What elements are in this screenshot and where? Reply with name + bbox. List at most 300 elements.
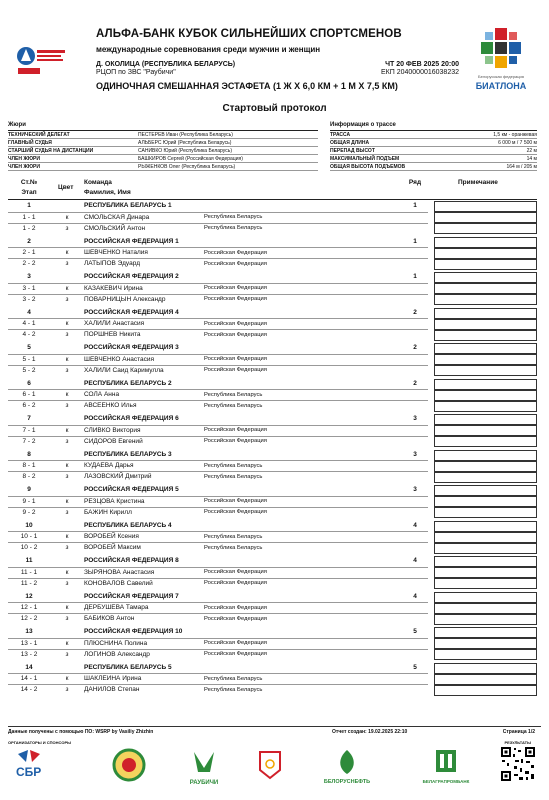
jury-role: СТАРШИЙ СУДЬЯ НА ДИСТАНЦИИ xyxy=(8,148,94,154)
athlete-color: к xyxy=(65,249,69,256)
athlete-name: БАБИКОВ Антон xyxy=(84,615,135,622)
row-divider xyxy=(8,649,428,650)
note-box[interactable] xyxy=(434,201,537,212)
athlete-color: з xyxy=(65,402,69,409)
col-note-header: Примечание xyxy=(458,179,498,186)
note-box[interactable] xyxy=(434,450,537,461)
track-label: ПЕРЕПАД ВЫСОТ xyxy=(330,148,375,154)
athlete-name: КОНОВАЛОВ Савелий xyxy=(84,579,153,587)
row-divider xyxy=(8,673,428,674)
athlete-color: з xyxy=(65,650,69,658)
note-box[interactable] xyxy=(434,543,537,554)
note-box[interactable] xyxy=(434,294,537,305)
athlete-name: ДЕРБУШЕВА Тамара xyxy=(84,604,149,611)
note-box[interactable] xyxy=(434,461,537,472)
team-block xyxy=(0,522,549,558)
athlete-color: к xyxy=(65,604,69,611)
location: Д. ОКОЛИЦА (РЕСПУБЛИКА БЕЛАРУСЬ) xyxy=(96,61,236,68)
row-divider xyxy=(8,567,428,568)
athlete-nation: Республика Беларусь xyxy=(204,225,263,231)
athlete-stage: 14 - 1 xyxy=(20,675,38,682)
note-box[interactable] xyxy=(434,330,537,341)
athlete-name: СМОЛЬСКИЙ Антон xyxy=(84,224,146,232)
raubichi-logo xyxy=(182,748,226,788)
col-color-header: Цвет xyxy=(58,184,74,191)
athlete-color: з xyxy=(65,224,69,232)
athlete-color: к xyxy=(65,639,69,647)
note-box[interactable] xyxy=(434,343,537,354)
athlete-stage: 5 - 1 xyxy=(22,355,36,363)
jury-table xyxy=(8,122,318,171)
col-stage-header: Этап xyxy=(21,189,37,196)
note-box[interactable] xyxy=(434,379,537,390)
note-box[interactable] xyxy=(434,685,537,696)
row-divider xyxy=(8,578,428,579)
col-lane-header: Ряд xyxy=(408,179,422,186)
athlete-name: ХАЛИЛИ Анастасия xyxy=(84,320,145,327)
athlete-name: ЗЫРЯНОВА Анастасия xyxy=(84,568,155,576)
team-lane: 1 xyxy=(413,273,417,280)
team-block xyxy=(0,309,549,345)
athlete-color: к xyxy=(65,497,69,505)
track-heading: Информация о трассе xyxy=(330,122,537,131)
note-box[interactable] xyxy=(434,354,537,365)
jury-member-name: ПЕСТЕРЕВ Иван (Республика Беларусь) xyxy=(138,132,233,138)
athlete-nation: Республика Беларусь xyxy=(204,675,263,682)
results-label: РЕЗУЛЬТАТЫ xyxy=(504,740,531,745)
athlete-stage: 7 - 1 xyxy=(22,426,36,434)
athlete-color: к xyxy=(65,284,69,292)
athlete-name: ВОРОБЕЙ Ксения xyxy=(84,533,139,540)
track-value: 164 м / 205 м xyxy=(506,164,537,170)
jury-row xyxy=(8,147,318,155)
row-divider xyxy=(8,684,428,685)
athlete-color: з xyxy=(65,544,69,551)
athlete-name: ШЕВЧЕНКО Анастасия xyxy=(84,355,154,363)
athlete-color: к xyxy=(65,391,69,398)
athlete-color: з xyxy=(65,615,69,622)
raubichi-logo-text: РАУБИЧИ xyxy=(189,780,219,786)
athlete-nation: Российская Федерация xyxy=(204,498,267,504)
athlete-name: ПЛЮСНИНА Полина xyxy=(84,639,148,647)
note-box[interactable] xyxy=(434,532,537,543)
athlete-name: КАЗАКЕВИЧ Ирина xyxy=(84,284,143,292)
track-label: МАКСИМАЛЬНЫЙ ПОДЪЕМ xyxy=(330,156,400,162)
team-bib: 13 xyxy=(25,628,33,635)
team-name: РЕСПУБЛИКА БЕЛАРУСЬ 4 xyxy=(84,521,172,529)
athlete-name: ПОРШНЕВ Никита xyxy=(84,331,141,338)
team-lane: 2 xyxy=(413,379,417,387)
row-divider xyxy=(8,507,428,508)
athlete-color: з xyxy=(65,260,69,267)
team-lane: 5 xyxy=(413,663,417,671)
track-label: ОБЩАЯ ВЫСОТА ПОДЪЕМОВ xyxy=(330,164,406,170)
event-name: ОДИНОЧНАЯ СМЕШАННАЯ ЭСТАФЕТА (1 Ж X 6,0 КМ + 1 М X 7,5 КМ) xyxy=(96,81,398,91)
team-lane: 3 xyxy=(413,415,417,422)
athlete-color: з xyxy=(65,508,69,516)
team-bib: 8 xyxy=(27,450,31,458)
note-box[interactable] xyxy=(434,578,537,589)
jury-heading: Жюри xyxy=(8,122,318,131)
competition-title: АЛЬФА-БАНК КУБОК СИЛЬНЕЙШИХ СПОРТСМЕНОВ xyxy=(96,28,402,40)
col-name-header: Фамилия, Имя xyxy=(84,189,131,196)
team-lane: 4 xyxy=(413,521,417,529)
athlete-stage: 11 - 2 xyxy=(20,579,38,587)
jury-row xyxy=(8,155,318,163)
athlete-name: ЛАТЫПОВ Эдуард xyxy=(84,260,140,267)
alfa-bank-cup-logo xyxy=(14,42,66,76)
athlete-stage: 7 - 2 xyxy=(22,437,36,445)
jury-role: ГЛАВНЫЙ СУДЬЯ xyxy=(8,140,52,146)
team-block xyxy=(0,664,549,700)
olympic-committee-logo xyxy=(256,748,284,782)
athlete-nation: Республика Беларусь xyxy=(204,402,263,409)
footer-divider xyxy=(8,726,541,727)
track-row xyxy=(330,131,537,139)
belagroprombank-logo-text: БЕЛАГРАПРОМБАНК xyxy=(422,779,470,784)
team-bib: 1 xyxy=(27,202,31,209)
track-info-table xyxy=(330,122,537,171)
athlete-nation: Российская Федерация xyxy=(204,438,267,444)
page-number: Страница 1/2 xyxy=(502,729,535,735)
jury-row xyxy=(8,139,318,147)
athlete-color: к xyxy=(65,462,69,469)
start-list xyxy=(0,202,549,699)
report-created: Отчет создан: 19.02.2025 22:10 xyxy=(332,729,408,735)
raubichi-emblem-logo xyxy=(112,748,146,782)
team-bib: 14 xyxy=(25,663,33,671)
note-box[interactable] xyxy=(434,308,537,319)
team-block xyxy=(0,380,549,416)
athlete-stage: 14 - 2 xyxy=(20,686,38,693)
athlete-name: ДАНИЛОВ Степан xyxy=(84,686,140,693)
track-value: 6 000 м / 7 500 м xyxy=(498,140,537,146)
team-block xyxy=(0,593,549,629)
track-label: ТРАССА xyxy=(330,132,351,138)
athlete-nation: Российская Федерация xyxy=(204,331,267,338)
athlete-nation: Российская Федерация xyxy=(204,569,267,575)
row-divider xyxy=(8,247,428,248)
team-bib: 3 xyxy=(27,273,31,280)
jury-role: ЧЛЕН ЖЮРИ xyxy=(8,164,40,170)
note-box[interactable] xyxy=(434,663,537,674)
team-block xyxy=(0,202,549,238)
athlete-stage: 3 - 1 xyxy=(22,284,36,292)
track-label: ОБЩАЯ ДЛИНА xyxy=(330,140,370,146)
athlete-name: АВСЕЕНКО Илья xyxy=(84,402,137,409)
note-box[interactable] xyxy=(434,436,537,447)
team-bib: 12 xyxy=(25,592,33,600)
athlete-color: з xyxy=(65,331,69,338)
belagroprombank-logo xyxy=(418,748,474,786)
row-divider xyxy=(8,283,428,284)
jury-role: ТЕХНИЧЕСКИЙ ДЕЛЕГАТ xyxy=(8,132,70,138)
jury-row xyxy=(8,131,318,139)
note-box[interactable] xyxy=(434,649,537,660)
note-box[interactable] xyxy=(434,237,537,248)
team-bib: 9 xyxy=(27,486,31,493)
athlete-stage: 9 - 1 xyxy=(22,497,36,505)
track-row xyxy=(330,147,537,155)
athlete-nation: Российская Федерация xyxy=(204,320,267,327)
athlete-name: КУДАЕВА Дарья xyxy=(84,462,134,469)
note-box[interactable] xyxy=(434,567,537,578)
note-box[interactable] xyxy=(434,390,537,401)
note-box[interactable] xyxy=(434,496,537,507)
athlete-nation: Республика Беларусь xyxy=(204,214,263,220)
athlete-nation: Российская Федерация xyxy=(204,509,267,515)
athlete-stage: 2 - 1 xyxy=(22,249,36,256)
jury-member-name: САНИВКО Юрий (Республика Беларусь) xyxy=(138,148,232,154)
note-box[interactable] xyxy=(434,248,537,259)
athlete-stage: 3 - 2 xyxy=(22,295,36,303)
team-bib: 2 xyxy=(27,237,31,245)
athlete-color: к xyxy=(65,213,69,221)
note-box[interactable] xyxy=(434,259,537,270)
team-name: РОССИЙСКАЯ ФЕДЕРАЦИЯ 7 xyxy=(84,592,179,600)
athlete-nation: Республика Беларусь xyxy=(204,462,263,469)
row-divider xyxy=(8,212,428,213)
athlete-nation: Российская Федерация xyxy=(204,367,267,373)
data-source: Данные получены с помощью ПО: WSRP by Vasiliy Zhizhin xyxy=(8,729,154,735)
athlete-nation: Российская Федерация xyxy=(204,604,267,611)
athlete-name: ШЕВЧЕНКО Наталия xyxy=(84,249,148,256)
athlete-nation: Российская Федерация xyxy=(204,651,267,657)
team-block xyxy=(0,557,549,593)
note-box[interactable] xyxy=(434,401,537,412)
athlete-name: ХАЛИЛИ Саид Каримулла xyxy=(84,366,164,374)
team-block xyxy=(0,451,549,487)
note-box[interactable] xyxy=(434,485,537,496)
athlete-nation: Республика Беларусь xyxy=(204,391,263,398)
svg-text:БИАТЛОНА: БИАТЛОНА xyxy=(475,81,527,91)
note-box[interactable] xyxy=(434,592,537,603)
row-divider xyxy=(8,496,428,497)
athlete-color: з xyxy=(65,579,69,587)
athlete-color: к xyxy=(65,568,69,576)
team-bib: 7 xyxy=(27,415,31,422)
team-name: РОССИЙСКАЯ ФЕДЕРАЦИЯ 8 xyxy=(84,557,179,564)
athlete-color: к xyxy=(65,426,69,434)
team-block xyxy=(0,486,549,522)
athlete-nation: Республика Беларусь xyxy=(204,544,263,551)
note-box[interactable] xyxy=(434,212,537,223)
athlete-name: СЛИВКО Виктория xyxy=(84,426,141,434)
athlete-stage: 4 - 2 xyxy=(22,331,36,338)
note-box[interactable] xyxy=(434,638,537,649)
row-divider xyxy=(8,318,428,319)
track-row xyxy=(330,163,537,171)
team-bib: 6 xyxy=(27,379,31,387)
row-divider xyxy=(8,294,428,295)
team-bib: 10 xyxy=(25,521,33,529)
note-box[interactable] xyxy=(434,425,537,436)
athlete-color: з xyxy=(65,437,69,445)
note-box[interactable] xyxy=(434,521,537,532)
athlete-stage: 1 - 2 xyxy=(22,224,36,232)
athlete-name: ВОРОБЕЙ Максим xyxy=(84,544,141,551)
athlete-stage: 4 - 1 xyxy=(22,320,36,327)
row-divider xyxy=(8,258,428,259)
note-box[interactable] xyxy=(434,627,537,638)
team-lane: 2 xyxy=(413,308,417,316)
team-block xyxy=(0,344,549,380)
athlete-name: РЕЗЦОВА Кристина xyxy=(84,497,145,505)
athlete-stage: 12 - 2 xyxy=(20,615,38,622)
belorusneft-logo-text: БЕЛОРУСНЕФТЬ xyxy=(323,779,371,785)
row-divider xyxy=(8,400,428,401)
sbr-logo xyxy=(14,748,60,782)
note-box[interactable] xyxy=(434,283,537,294)
row-divider xyxy=(8,471,428,472)
athlete-stage: 6 - 1 xyxy=(22,391,36,398)
venue: РЦОП по ЗВС "Раубичи" xyxy=(96,69,176,76)
team-name: РОССИЙСКАЯ ФЕДЕРАЦИЯ 6 xyxy=(84,415,179,422)
athlete-stage: 9 - 2 xyxy=(22,508,36,516)
team-lane: 5 xyxy=(413,628,417,635)
date-time: ЧТ 20 ФЕВ 2025 20:00 xyxy=(385,61,459,68)
biathlon-federation-logo xyxy=(470,26,532,96)
note-box[interactable] xyxy=(434,614,537,625)
team-bib: 4 xyxy=(27,308,31,316)
row-divider xyxy=(8,542,428,543)
svg-text:Белорусская федерация: Белорусская федерация xyxy=(478,74,524,79)
athlete-name: ЛАЗОВСКИЙ Дмитрий xyxy=(84,473,152,480)
athlete-stage: 13 - 1 xyxy=(20,639,38,647)
row-divider xyxy=(8,460,428,461)
note-box[interactable] xyxy=(434,603,537,614)
team-name: РЕСПУБЛИКА БЕЛАРУСЬ 2 xyxy=(84,379,172,387)
team-lane: 2 xyxy=(413,344,417,351)
note-box[interactable] xyxy=(434,472,537,483)
team-lane: 3 xyxy=(413,450,417,458)
athlete-stage: 8 - 1 xyxy=(22,462,36,469)
team-block xyxy=(0,628,549,664)
athlete-color: з xyxy=(65,295,69,303)
row-divider xyxy=(8,531,428,532)
col-team-header: Команда xyxy=(84,179,112,186)
athlete-nation: Российская Федерация xyxy=(204,260,267,267)
team-name: РЕСПУБЛИКА БЕЛАРУСЬ 1 xyxy=(84,202,172,209)
document-header xyxy=(0,0,549,100)
row-divider xyxy=(8,223,428,224)
row-divider xyxy=(8,638,428,639)
team-block xyxy=(0,273,549,309)
organizers-label: ОРГАНИЗАТОРЫ И СПОНСОРЫ xyxy=(8,740,72,745)
athlete-nation: Российская Федерация xyxy=(204,580,267,586)
athlete-name: БАЖИН Кирилл xyxy=(84,508,132,516)
row-divider xyxy=(8,354,428,355)
row-divider xyxy=(8,389,428,390)
header-divider xyxy=(8,199,537,200)
note-box[interactable] xyxy=(434,272,537,283)
athlete-name: СОЛА Анна xyxy=(84,391,120,398)
track-value: 1,5 км - оранжевая xyxy=(493,132,537,138)
athlete-color: з xyxy=(65,366,69,374)
athlete-nation: Республика Беларусь xyxy=(204,473,263,480)
row-divider xyxy=(8,436,428,437)
jury-member-name: РЫЖЕНКОВ Олег (Республика Беларусь) xyxy=(138,164,236,170)
athlete-nation: Российская Федерация xyxy=(204,356,267,362)
team-bib: 5 xyxy=(27,344,31,351)
athlete-stage: 6 - 2 xyxy=(22,402,36,409)
athlete-nation: Российская Федерация xyxy=(204,296,267,302)
team-lane: 4 xyxy=(413,557,417,564)
athlete-nation: Российская Федерация xyxy=(204,615,267,622)
athlete-color: к xyxy=(65,355,69,363)
team-lane: 3 xyxy=(413,486,417,493)
team-name: РОССИЙСКАЯ ФЕДЕРАЦИЯ 5 xyxy=(84,486,179,493)
team-name: РЕСПУБЛИКА БЕЛАРУСЬ 5 xyxy=(84,663,172,671)
athlete-nation: Республика Беларусь xyxy=(204,686,263,693)
athlete-color: з xyxy=(65,686,69,693)
team-lane: 1 xyxy=(413,202,417,209)
competition-subtitle: международные соревнования среди мужчин и женщин xyxy=(96,45,321,54)
team-name: РОССИЙСКАЯ ФЕДЕРАЦИЯ 2 xyxy=(84,273,179,280)
team-lane: 4 xyxy=(413,592,417,600)
athlete-nation: Российская Федерация xyxy=(204,285,267,291)
athlete-name: СИДОРОВ Евгений xyxy=(84,437,143,445)
track-row xyxy=(330,139,537,147)
event-code: ЕКП 2040000016038232 xyxy=(380,69,459,76)
team-name: РОССИЙСКАЯ ФЕДЕРАЦИЯ 4 xyxy=(84,308,179,316)
athlete-name: ПОВАРНИЦЫН Александр xyxy=(84,295,166,303)
note-box[interactable] xyxy=(434,319,537,330)
athlete-name: СМОЛЬСКАЯ Динара xyxy=(84,213,150,221)
athlete-nation: Республика Беларусь xyxy=(204,533,263,540)
team-name: РОССИЙСКАЯ ФЕДЕРАЦИЯ 10 xyxy=(84,628,183,635)
athlete-nation: Российская Федерация xyxy=(204,640,267,646)
athlete-nation: Российская Федерация xyxy=(204,249,267,256)
athlete-stage: 10 - 1 xyxy=(20,533,38,540)
note-box[interactable] xyxy=(434,414,537,425)
athlete-name: ШАКЛЕИНА Ирина xyxy=(84,675,142,682)
athlete-stage: 11 - 1 xyxy=(20,568,38,576)
row-divider xyxy=(8,613,428,614)
note-box[interactable] xyxy=(434,223,537,234)
row-divider xyxy=(8,329,428,330)
athlete-stage: 12 - 1 xyxy=(20,604,38,611)
athlete-color: к xyxy=(65,533,69,540)
jury-member-name: АЛЬБЕРС Юрий (Республика Беларусь) xyxy=(138,140,232,146)
row-divider xyxy=(8,602,428,603)
track-value: 14 м xyxy=(526,156,537,162)
results-qr-code[interactable] xyxy=(500,746,536,782)
row-divider xyxy=(8,425,428,426)
team-name: РЕСПУБЛИКА БЕЛАРУСЬ 3 xyxy=(84,450,172,458)
note-box[interactable] xyxy=(434,365,537,376)
athlete-stage: 5 - 2 xyxy=(22,366,36,374)
jury-member-name: БАШКИРОВ Сергей (Российская Федерация) xyxy=(138,156,243,162)
team-block xyxy=(0,415,549,451)
row-divider xyxy=(8,365,428,366)
belorusneft-logo xyxy=(322,748,372,786)
team-block xyxy=(0,238,549,274)
jury-row xyxy=(8,163,318,171)
athlete-stage: 10 - 2 xyxy=(20,544,38,551)
note-box[interactable] xyxy=(434,556,537,567)
athlete-nation: Российская Федерация xyxy=(204,427,267,433)
track-row xyxy=(330,155,537,163)
note-box[interactable] xyxy=(434,674,537,685)
athlete-stage: 13 - 2 xyxy=(20,650,38,658)
team-name: РОССИЙСКАЯ ФЕДЕРАЦИЯ 3 xyxy=(84,344,179,351)
athlete-name: ЛОГИНОВ Александр xyxy=(84,650,150,658)
athlete-stage: 2 - 2 xyxy=(22,260,36,267)
team-name: РОССИЙСКАЯ ФЕДЕРАЦИЯ 1 xyxy=(84,237,179,245)
jury-role: ЧЛЕН ЖЮРИ xyxy=(8,156,40,162)
note-box[interactable] xyxy=(434,507,537,518)
